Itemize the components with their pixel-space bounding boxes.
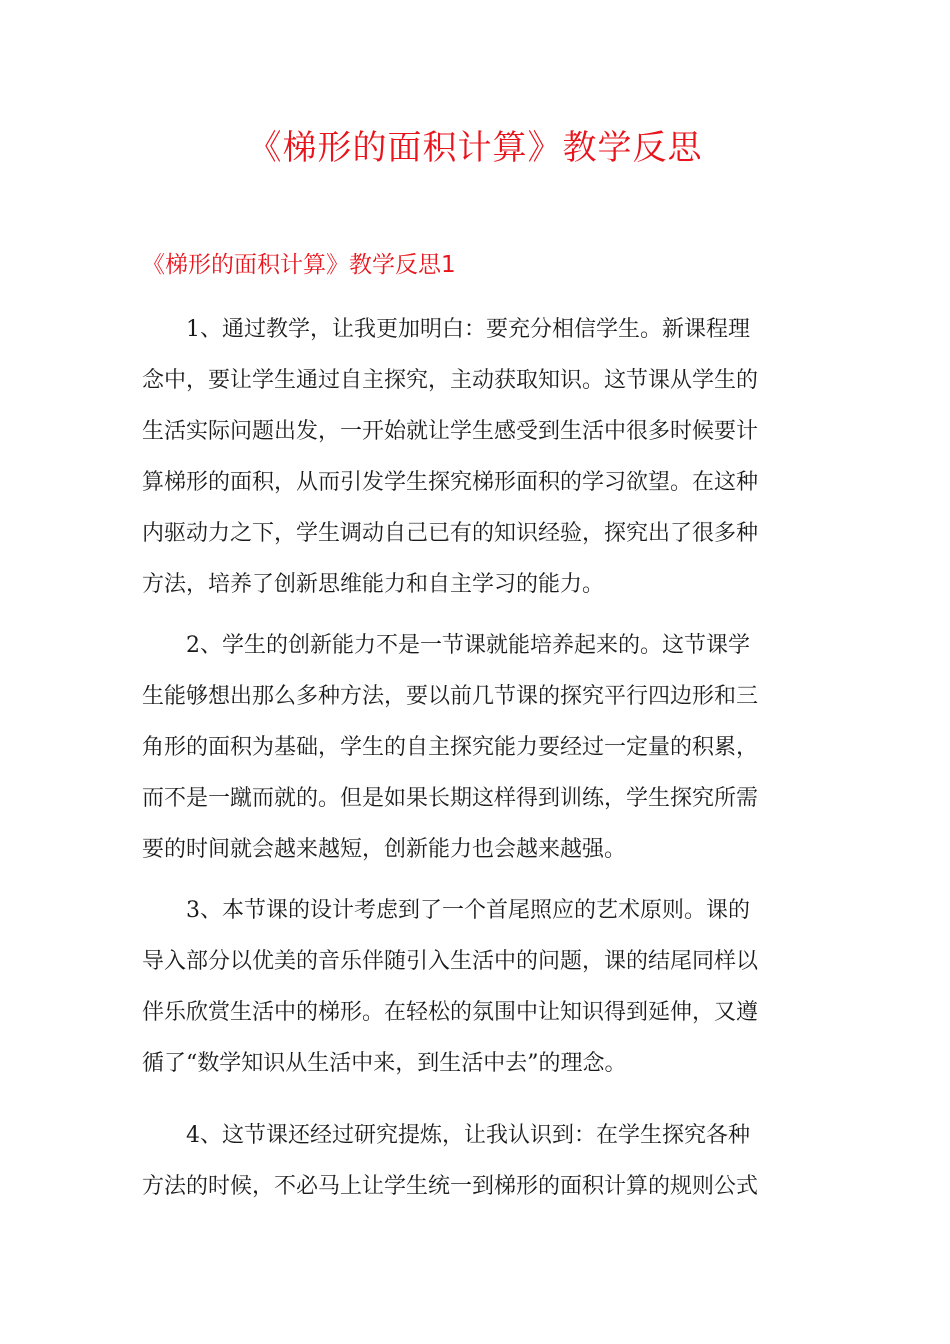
paragraph-line: 导入部分以优美的音乐伴随引入生活中的问题，课的结尾同样以 (142, 949, 759, 974)
paragraph-line: 方法的时候，不必马上让学生统一到梯形的面积计算的规则公式 (142, 1174, 759, 1199)
document-title: 《梯形的面积计算》教学反思 (247, 128, 703, 168)
paragraph-line: 方法，培养了创新思维能力和自主学习的能力。 (142, 572, 605, 597)
paragraph-4 (142, 1110, 808, 1212)
paragraph-line: 伴乐欣赏生活中的梯形。在轻松的氛围中让知识得到延伸，又遵 (142, 1000, 759, 1025)
section-heading: 《梯形的面积计算》教学反思1 (142, 252, 456, 278)
paragraph-line: 内驱动力之下，学生调动自己已有的知识经验，探究出了很多种 (142, 521, 759, 546)
paragraph-line: 要的时间就会越来越短，创新能力也会越来越强。 (142, 837, 627, 862)
paragraph-line: 3、本节课的设计考虑到了一个首尾照应的艺术原则。课的 (186, 898, 750, 923)
paragraph-line: 4、这节课还经过研究提炼，让我认识到：在学生探究各种 (186, 1123, 750, 1148)
paragraph-line: 2、学生的创新能力不是一节课就能培养起来的。这节课学 (186, 633, 750, 658)
paragraph-line: 算梯形的面积，从而引发学生探究梯形面积的学习欲望。在这种 (142, 470, 759, 495)
paragraph-line: 循了“数学知识从生活中来，到生活中去”的理念。 (142, 1051, 627, 1076)
paragraph-line: 生能够想出那么多种方法，要以前几节课的探究平行四边形和三 (142, 684, 759, 709)
paragraph-1 (142, 304, 808, 610)
paragraph-line: 生活实际问题出发，一开始就让学生感受到生活中很多时候要计 (142, 419, 759, 444)
paragraph-3 (142, 885, 808, 1089)
paragraph-line: 1、通过教学，让我更加明白：要充分相信学生。新课程理 (186, 317, 750, 342)
paragraph-line: 角形的面积为基础，学生的自主探究能力要经过一定量的积累， (142, 735, 759, 760)
paragraph-line: 念中，要让学生通过自主探究，主动获取知识。这节课从学生的 (142, 368, 759, 393)
paragraph-2 (142, 620, 808, 875)
paragraph-line: 而不是一蹴而就的。但是如果长期这样得到训练，学生探究所需 (142, 786, 759, 811)
